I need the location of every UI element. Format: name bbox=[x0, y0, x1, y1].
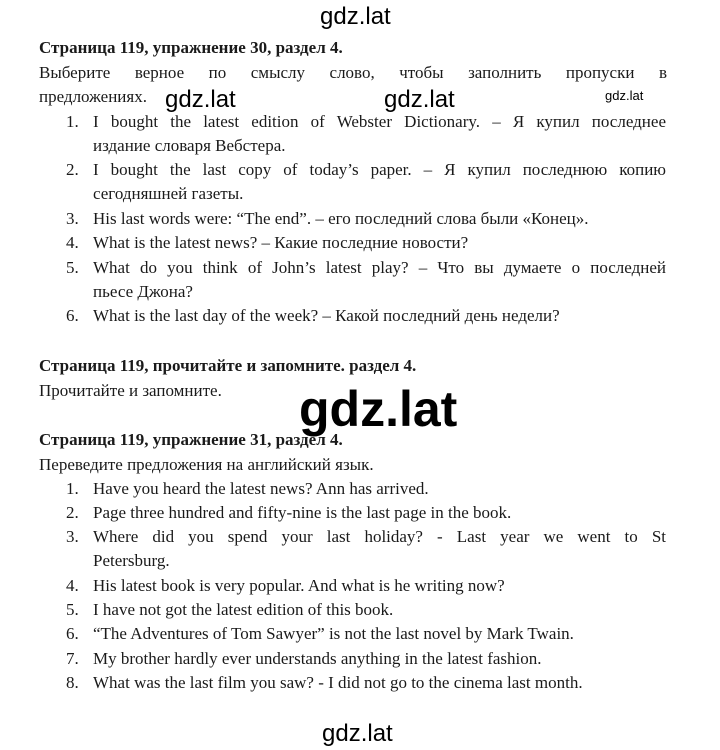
item-text: I have not got the latest edition of this book. bbox=[93, 600, 394, 619]
item-number: 5. bbox=[66, 600, 79, 619]
item-number: 3. bbox=[66, 527, 79, 546]
watermark-small: gdz.lat bbox=[605, 88, 644, 103]
item-number: 1. bbox=[66, 479, 79, 498]
item-text-cont: издание словаря Вебстера. bbox=[93, 136, 286, 155]
item-text: I bought the latest edition of Webster Dictionary. – Я купил последнее bbox=[93, 112, 666, 131]
item-text: “The Adventures of Tom Sawyer” is not the last novel by Mark Twain. bbox=[93, 624, 574, 643]
section3-instruction: Переведите предложения на английский язык. bbox=[39, 455, 374, 474]
item-text: Have you heard the latest news? Ann has arrived. bbox=[93, 479, 429, 498]
watermark-bottom: gdz.lat bbox=[322, 720, 393, 747]
item-number: 8. bbox=[66, 673, 79, 692]
list-item bbox=[66, 477, 666, 501]
item-number: 1. bbox=[66, 112, 79, 131]
item-text: Page three hundred and fifty-nine is the last page in the book. bbox=[93, 503, 512, 522]
section2-heading: Страница 119, прочитайте и запомните. раздел 4. bbox=[39, 356, 417, 375]
item-text: My brother hardly ever understands anything in the latest fashion. bbox=[93, 649, 542, 668]
list-item bbox=[66, 574, 666, 598]
item-text: His last words were: “The end”. – его последний слова были «Конец». bbox=[93, 209, 589, 228]
item-number: 7. bbox=[66, 649, 79, 668]
item-number: 6. bbox=[66, 306, 79, 325]
item-text: What was the last film you saw? - I did not go to the cinema last month. bbox=[93, 673, 583, 692]
item-text: What is the last day of the week? – Какой последний день недели? bbox=[93, 306, 560, 325]
section2-text: Прочитайте и запомните. bbox=[39, 381, 222, 400]
list-item bbox=[66, 598, 666, 622]
item-number: 4. bbox=[66, 576, 79, 595]
watermark-mid-left: gdz.lat bbox=[165, 86, 236, 113]
item-text: His latest book is very popular. And what is he writing now? bbox=[93, 576, 505, 595]
item-number: 3. bbox=[66, 209, 79, 228]
section1-heading: Страница 119, упражнение 30, раздел 4. bbox=[39, 38, 343, 57]
item-number: 2. bbox=[66, 503, 79, 522]
list-item bbox=[66, 207, 666, 231]
watermark-mid-right: gdz.lat bbox=[384, 86, 455, 113]
item-number: 6. bbox=[66, 624, 79, 643]
list-item bbox=[66, 231, 666, 255]
item-text: What do you think of John’s latest play? – Что вы думаете о последней bbox=[93, 258, 666, 277]
list-item bbox=[66, 622, 666, 646]
item-number: 5. bbox=[66, 258, 79, 277]
item-text-cont: Petersburg. bbox=[93, 551, 170, 570]
item-number: 4. bbox=[66, 233, 79, 252]
section1-instruction-line2: предложениях. bbox=[39, 87, 147, 106]
watermark-big: gdz.lat bbox=[299, 381, 458, 437]
list-item bbox=[66, 158, 666, 206]
item-text-cont: сегодняшней газеты. bbox=[93, 184, 244, 203]
list-item bbox=[66, 110, 666, 158]
section1-instruction-line1: Выберите верное по смыслу слово, чтобы заполнить пропуски в bbox=[39, 63, 667, 82]
list-item bbox=[66, 525, 666, 573]
list-item bbox=[66, 647, 666, 671]
list-item bbox=[66, 304, 666, 328]
item-number: 2. bbox=[66, 160, 79, 179]
list-item bbox=[66, 256, 666, 304]
section3-heading: Страница 119, упражнение 31, раздел 4. bbox=[39, 430, 343, 449]
list-item bbox=[66, 501, 666, 525]
item-text: I bought the last copy of today’s paper. – Я купил последнюю копию bbox=[93, 160, 666, 179]
list-item bbox=[66, 671, 666, 695]
item-text: Where did you spend your last holiday? - Last year we went to St bbox=[93, 527, 666, 546]
item-text-cont: пьесе Джона? bbox=[93, 282, 193, 301]
watermark-top: gdz.lat bbox=[320, 3, 391, 30]
item-text: What is the latest news? – Какие последние новости? bbox=[93, 233, 469, 252]
